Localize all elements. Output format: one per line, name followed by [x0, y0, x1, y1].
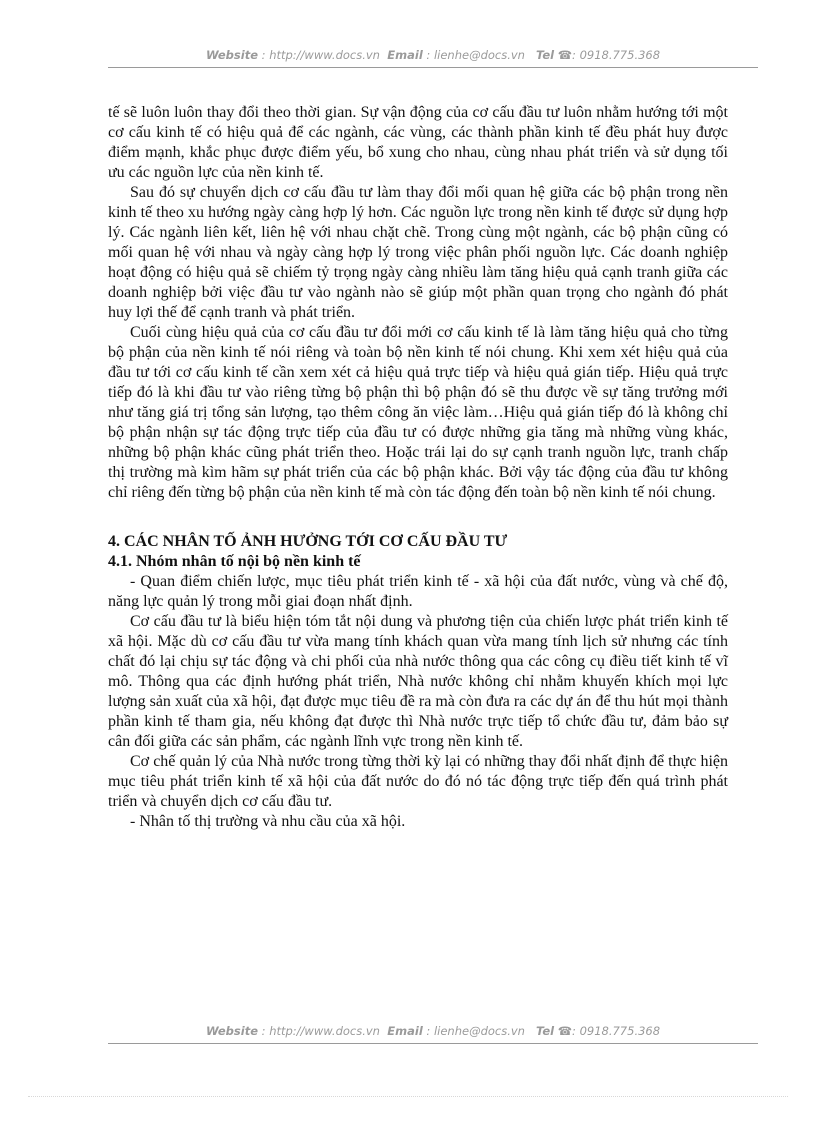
- section-heading: 4. CÁC NHÂN TỐ ẢNH HƯỞNG TỚI CƠ CẤU ĐẦU TƯ: [108, 533, 508, 550]
- footer-website-link[interactable]: : http://www.docs.vn: [261, 1024, 380, 1038]
- header-tel-value: ☎: 0918.775.368: [557, 48, 661, 62]
- header-email-label: Email: [387, 48, 423, 62]
- paragraph-4: - Quan điểm chiến lược, mục tiêu phát triển kinh tế - xã hội của đất nước, vùng và chế độ, năng lực quản lý trong mỗi giai đoạn nhất định.: [108, 573, 728, 610]
- paragraph-6: Cơ chế quản lý của Nhà nước trong từng thời kỳ lại có những thay đổi nhất định để thực hiện mục tiêu phát triển kinh tế xã hội của đất nước do đó nó tác động trực tiếp đến quá trình phát triển và chuyển dịch cơ cấu đầu tư.: [108, 753, 728, 810]
- header-website-link[interactable]: : http://www.docs.vn: [261, 48, 380, 62]
- header-rule: [108, 67, 758, 68]
- paragraph-7: - Nhân tố thị trường và nhu cầu của xã hội.: [130, 813, 406, 830]
- paragraph-5: Cơ cấu đầu tư là biểu hiện tóm tắt nội dung và phương tiện của chiến lược phát triển kinh tế xã hội. Mặc dù cơ cấu đầu tư vừa mang tính khách quan vừa mang tính lịch sử nhưng các tính chất đó lại chịu sự tác động và chi phối của nhà nước thông qua các công cụ điều tiết kinh tế vĩ mô. Thông qua các định hướng phát triển, Nhà nước không chỉ nhằm khuyến khích mọi lực lượng sản xuất của xã hội, đạt được mục tiêu đề ra mà còn đưa ra các dự án để thu hút mọi thành phần kinh tế tham gia, nếu không đạt được thì Nhà nước trực tiếp tổ chức đầu tư, đảm bảo sự cân đối giữa các sản phẩm, các ngành lĩnh vực trong nền kinh tế.: [108, 613, 728, 750]
- subsection-heading: 4.1. Nhóm nhân tố nội bộ nền kinh tế: [108, 553, 361, 570]
- header-tel-label: Tel: [535, 48, 555, 62]
- header-website-label: Website: [205, 48, 259, 62]
- footer-email-link[interactable]: : lienhe@docs.vn: [426, 1024, 525, 1038]
- page-break-line: [28, 1096, 788, 1097]
- footer-tel-value: ☎: 0918.775.368: [557, 1024, 661, 1038]
- footer-rule: [108, 1043, 758, 1044]
- paragraph-3: Cuối cùng hiệu quả của cơ cấu đầu tư đổi mới cơ cấu kinh tế là làm tăng hiệu quả cho từng bộ phận của nền kinh tế nói riêng và toàn bộ nền kinh tế nói chung. Khi xem xét hiệu quả của đầu tư tới cơ cấu kinh tế cần xem xét cả hiệu quả trực tiếp và hiệu quả gián tiếp. Hiệu quả trực tiếp đó là khi đầu tư vào riêng từng bộ phận thì bộ phận đó sẽ thu được về sự tăng trưởng mới như tăng giá trị tổng sản lượng, tạo thêm công ăn việc làm…Hiệu quả gián tiếp đó là không chỉ bộ phận nhận sự tác động trực tiếp của đầu tư có được những gia tăng mà những vùng khác, những bộ phận khác cũng phát triển theo. Hoặc trái lại do sự cạnh tranh nguồn lực, tranh chấp thị trường mà kìm hãm sự phát triển của các bộ phận khác. Bởi vậy tác động của đầu tư không chỉ riêng đến từng bộ phận của nền kinh tế mà còn tác động đến toàn bộ nền kinh tế nói chung.: [108, 324, 728, 501]
- footer-tel-label: Tel: [535, 1024, 555, 1038]
- footer-website-label: Website: [205, 1024, 259, 1038]
- footer-email-label: Email: [387, 1024, 423, 1038]
- document-body: [108, 103, 728, 832]
- page-footer: [108, 1024, 758, 1038]
- paragraph-2: Sau đó sự chuyển dịch cơ cấu đầu tư làm thay đổi mối quan hệ giữa các bộ phận trong nền kinh tế theo xu hướng ngày càng hợp lý hơn. Các nguồn lực trong nền kinh tế được sử dụng hợp lý. Các ngành liên kết, liên hệ với nhau chặt chẽ. Trong cùng một ngành, các bộ phận cũng có mối quan hệ với nhau và ngày càng hợp lý trong việc phân phối nguồn lực. Các doanh nghiệp hoạt động có hiệu quả sẽ chiếm tỷ trọng ngày càng nhiều làm tăng hiệu quả cạnh tranh giữa các doanh nghiệp bởi việc đầu tư vào ngành nào sẽ giúp một phần quan trọng cho ngành đó phát huy lợi thế để cạnh tranh và phát triển.: [108, 184, 728, 321]
- paragraph-1: tế sẽ luôn luôn thay đổi theo thời gian. Sự vận động của cơ cấu đầu tư luôn nhằm hướng tới một cơ cấu kinh tế có hiệu quả để các ngành, các vùng, các thành phần kinh tế đều phát huy được điểm mạnh, khắc phục được điểm yếu, bổ xung cho nhau, cùng nhau phát triển và sử dụng tối ưu các nguồn lực của nền kinh tế.: [108, 104, 728, 181]
- header-email-link[interactable]: : lienhe@docs.vn: [426, 48, 525, 62]
- page-header: [108, 48, 758, 62]
